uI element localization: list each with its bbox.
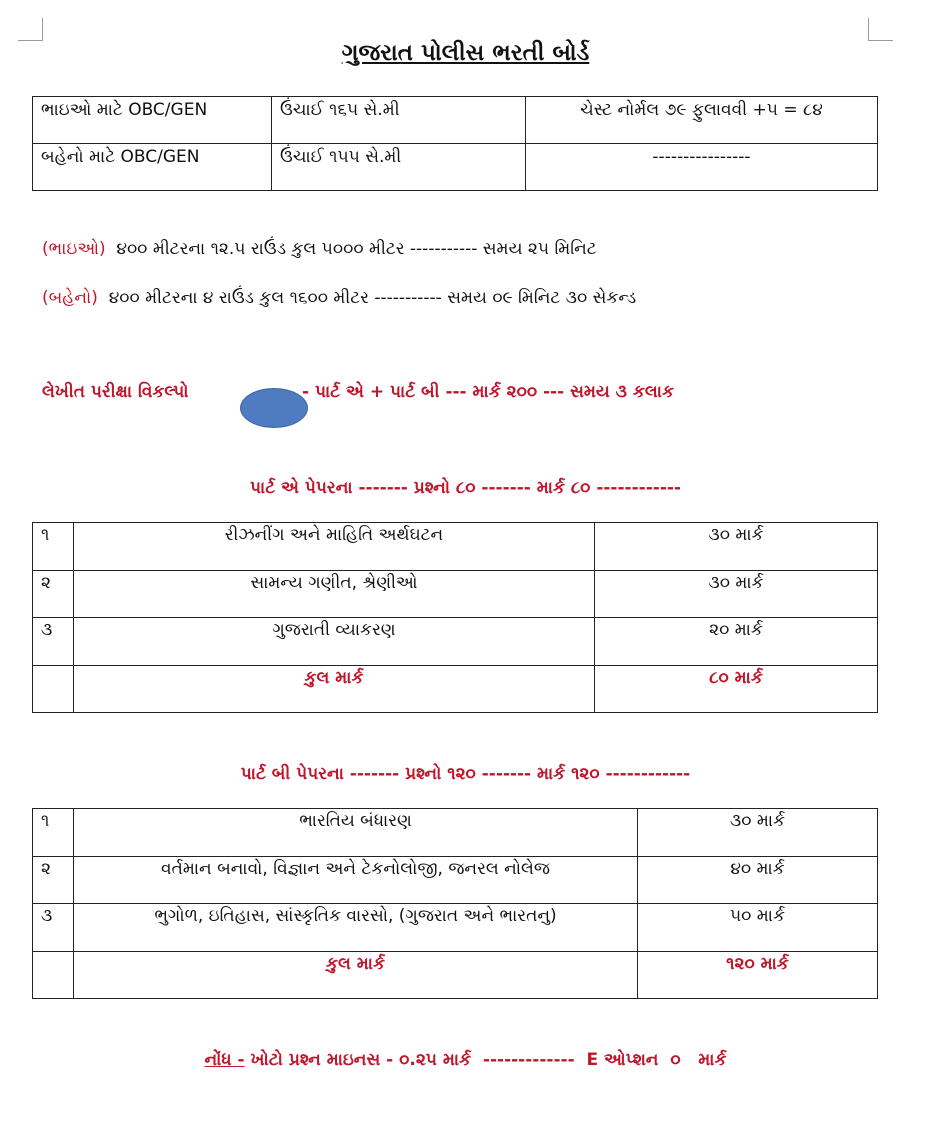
- subject-cell: ગુજરાતી વ્યાકરણ: [74, 618, 595, 666]
- criteria-chest-men: ચેસ્ટ નોર્મલ ૭૯ ફુલાવવી +૫ = ૮૪: [526, 97, 878, 144]
- written-exam-label: લેખીત પરીક્ષા વિકલ્પો: [42, 382, 189, 402]
- note-text: ખોટો પ્રશ્ન માઇનસ - ૦.૨૫ માર્ક ------------- E ઓપ્શન ૦ માર્ક: [244, 1050, 727, 1070]
- page-corner-mark-right: [868, 18, 893, 41]
- subject-cell: ભુગોળ, ઇતિહાસ, સાંસ્કૃતિક વારસો, (ગુજરાત અને ભારતનુ): [74, 904, 638, 952]
- running-men-line: [42, 239, 597, 259]
- total-label: કુલ માર્ક: [74, 951, 638, 999]
- running-men-label: (ભાઇઓ): [42, 239, 106, 259]
- table-row: [33, 904, 878, 952]
- criteria-group-men: ભાઇઓ માટે OBC/GEN: [33, 97, 272, 144]
- total-row: [33, 951, 878, 999]
- criteria-chest-women: ----------------: [526, 144, 878, 191]
- blue-ellipse-shape: [240, 388, 308, 428]
- table-row: [33, 97, 878, 144]
- note-line: [0, 1050, 931, 1070]
- table-row: [33, 809, 878, 857]
- part-a-heading: પાર્ટ એ પેપરના ------- પ્રશ્નો ૮૦ ------- માર્ક ૮૦ ------------: [250, 478, 681, 498]
- marks-cell: ૫૦ માર્ક: [638, 904, 878, 952]
- total-marks: ૧૨૦ માર્ક: [638, 951, 878, 999]
- part-a-table: [32, 522, 878, 713]
- table-row: [33, 570, 878, 618]
- criteria-group-women: બહેનો માટે OBC/GEN: [33, 144, 272, 191]
- marks-cell: ૨૦ માર્ક: [595, 618, 878, 666]
- page-corner-mark-left: [18, 18, 43, 41]
- note-label: નોંધ -: [204, 1050, 245, 1070]
- part-b-table: [32, 808, 878, 999]
- table-row: [33, 856, 878, 904]
- empty-cell: [33, 665, 74, 713]
- subject-cell: વર્તમાન બનાવો, વિજ્ઞાન અને ટેકનોલોજી, જનરલ નોલેજ: [74, 856, 638, 904]
- marks-cell: ૩૦ માર્ક: [638, 809, 878, 857]
- table-row: [33, 523, 878, 571]
- marks-cell: ૩૦ માર્ક: [595, 523, 878, 571]
- subject-cell: ભારતિય બંધારણ: [74, 809, 638, 857]
- part-b-heading: પાર્ટ બી પેપરના ------- પ્રશ્નો ૧૨૦ ------- માર્ક ૧૨૦ ------------: [240, 764, 691, 784]
- row-number: ૧: [33, 809, 74, 857]
- criteria-height-women: ઉંચાઈ ૧૫૫ સે.મી: [272, 144, 526, 191]
- row-number: ૧: [33, 523, 74, 571]
- subject-cell: સામન્ય ગણીત, શ્રેણીઓ: [74, 570, 595, 618]
- row-number: ૩: [33, 618, 74, 666]
- criteria-table: [32, 96, 878, 191]
- written-exam-detail: - પાર્ટ એ + પાર્ટ બી --- માર્ક ૨૦૦ --- સમય ૩ કલાક: [302, 382, 674, 402]
- marks-cell: ૩૦ માર્ક: [595, 570, 878, 618]
- criteria-height-men: ઉંચાઈ ૧૬૫ સે.મી: [272, 97, 526, 144]
- marks-cell: ૪૦ માર્ક: [638, 856, 878, 904]
- row-number: ૨: [33, 570, 74, 618]
- table-row: [33, 618, 878, 666]
- running-women-label: (બહેનો): [42, 288, 98, 308]
- subject-cell: રીઝનીંગ અને માહિતિ અર્થઘટન: [74, 523, 595, 571]
- row-number: ૩: [33, 904, 74, 952]
- total-label: કુલ માર્ક: [74, 665, 595, 713]
- page-title: ગુજરાત પોલીસ ભરતી બોર્ડ: [341, 40, 590, 66]
- running-women-line: [42, 288, 636, 308]
- total-marks: ૮૦ માર્ક: [595, 665, 878, 713]
- running-women-text: ૪૦૦ મીટરના ૪ રાઉંડ કુલ ૧૬૦૦ મીટર ----------- સમય ૦૯ મિનિટ ૩૦ સેકન્ડ: [108, 288, 637, 308]
- total-row: [33, 665, 878, 713]
- running-men-text: ૪૦૦ મીટરના ૧૨.૫ રાઉંડ કુલ ૫૦૦૦ મીટર ----------- સમય ૨૫ મિનિટ: [116, 239, 597, 259]
- table-row: [33, 144, 878, 191]
- empty-cell: [33, 951, 74, 999]
- row-number: ૨: [33, 856, 74, 904]
